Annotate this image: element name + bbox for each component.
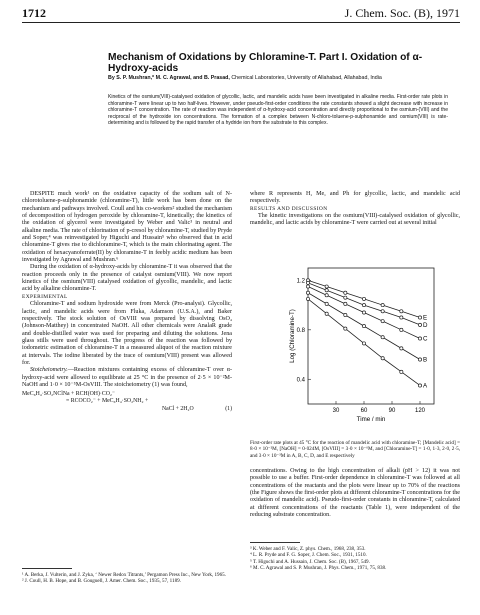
- equation-1: [22, 391, 232, 413]
- data-point-D: [344, 296, 347, 299]
- equation-number: (1): [225, 405, 232, 412]
- data-point-C: [306, 285, 309, 288]
- data-point-E: [400, 310, 403, 313]
- intro-paragraph-2: During the oxidation of α-hydroxy-acids by chloramine-T it was observed that the reaction proceeds only in the presence of catalyst osmium(VIII). We now report kinetics of the osmium(VIII) catalysed oxidation of glycollic, mandelic, and lactic acid by alkaline chloramine-T.: [22, 264, 232, 293]
- first-order-rate-plot: [282, 260, 442, 438]
- x-tick-label: 30: [332, 408, 340, 414]
- figure-caption: First-order rate plots at 45 °C for the reaction of mandelic acid with chloramine-T; [Mandelic acid] = 8·0 × 10⁻²M, [NaOH] = 0·024M, [OsVIII] = 3·0 × 10⁻⁶M, and [Chloramine-T] = 1·0, 1·3, 2·0, 2·5, and 3·0 × 10⁻³M in A, B, C, D, and E respectively: [250, 440, 460, 459]
- author-names: By S. P. Mushran,* M. C. Agrawal, and B. Prasad,: [108, 75, 230, 81]
- page-number: 1712: [22, 6, 46, 20]
- data-point-E: [381, 303, 384, 306]
- data-point-A: [306, 297, 309, 300]
- footnote-4: ⁴ L. R. Pryde and F. G. Soper, J. Chem. Soc., 1931, 1510.: [250, 552, 367, 559]
- data-point-E: [344, 291, 347, 294]
- data-point-B: [325, 302, 328, 305]
- left-footnotes: [22, 572, 232, 585]
- right-column-top: [250, 191, 460, 228]
- results-continuation: concentrations. Owing to the high concentration of alkali (pH > 12) it was not possible to use a buffer. First-order dependence in chloramine-T was followed at all concentrations of the reactants and the plots were linear up to 70% of the reactions (the Figure shows the first-order plots at different chloramine-T concentrations for the oxidation of mandelic acid). Pseudo-first-order constants in chloramine-T, calculated at different concentrations of the reactants (Table 1), were independent of the reducing substrate concentration.: [250, 468, 460, 519]
- series-label-D: D: [423, 321, 428, 329]
- data-point-C: [418, 337, 421, 340]
- y-axis-label: Log (Chloramine-T): [289, 309, 296, 363]
- data-point-D: [362, 303, 365, 306]
- x-axis-label: Time / min: [356, 416, 386, 423]
- stoicheiometry-paragraph: [22, 367, 232, 389]
- footnote-5: ⁵ T. Higuchi and A. Hussain, J. Chem. Soc. (B), 1967, 549.: [250, 558, 370, 565]
- data-point-D: [325, 289, 328, 292]
- data-point-E: [418, 316, 421, 319]
- results-paragraph: The kinetic investigations on the osmium(VIII)-catalysed oxidation of glycollic, mandelic, and lactic acids by chloramine-T were carried out at several initial: [250, 213, 460, 227]
- data-point-C: [381, 320, 384, 323]
- data-point-B: [344, 313, 347, 316]
- footnote-6: ⁶ M. C. Agrawal and S. P. Mushran, J. Phys. Chem., 1971, 75, 838.: [250, 564, 387, 571]
- data-point-B: [306, 291, 309, 294]
- footnote-1: ¹ A. Berka, J. Vulterin, and J. Zyka, ‘ Newer Redox Titrants,’ Pergamon Press Inc., New York, 1965.: [22, 572, 226, 578]
- right-footnotes: [250, 546, 460, 571]
- data-point-A: [325, 312, 328, 315]
- experimental-paragraph: Chloramine-T and sodium hydroxide were from Merck (Pro-analysi). Glycollic, lactic, and mandelic acids were from Fluka, Adamson (U.S.A.), and Baker respectively. The stock solution of OsVIII was prepared by dissolving OsO₄ (Johnson-Matthey) in concentrated NaOH. All other chemicals were AnalaR grade and double-distilled water was used for preparing and diluting the solutions. Jena glass stills were used throughout. The progress of the reaction was followed by iodometric estimation of chloramine-T in a measured aliquot of the reaction mixture at intervals. The iodine liberated by the trace of osmium(VIII) present was allowed for.: [22, 301, 232, 366]
- header-rule: [22, 22, 460, 23]
- left-footnote-rule: [22, 568, 72, 569]
- data-point-A: [400, 370, 403, 373]
- series-label-A: A: [423, 382, 428, 390]
- data-point-B: [400, 347, 403, 350]
- data-point-C: [325, 294, 328, 297]
- y-tick-label: 0.8: [296, 327, 305, 334]
- x-tick-label: 120: [414, 408, 426, 414]
- x-tick-label: 90: [388, 408, 396, 414]
- equation-line-3-text: NaCl + 2H₂O: [162, 405, 194, 412]
- r-definition-text: where R represents H, Me, and Ph for glycollic, lactic, and mandelic acid respectively.: [250, 191, 460, 205]
- series-label-C: C: [423, 335, 428, 343]
- data-point-D: [418, 323, 421, 326]
- equation-line-3: [22, 406, 232, 413]
- data-point-C: [344, 302, 347, 305]
- data-point-D: [400, 316, 403, 319]
- data-point-A: [381, 357, 384, 360]
- equation-line-1: MeC₆H₄·SO₂NClNa + RCH(OH)·CO₂⁻: [22, 391, 115, 398]
- footnote-3: ³ K. Weber and F. Valic, Z. phys. Chem., 1968, 238, 353.: [250, 546, 366, 552]
- series-label-B: B: [423, 356, 428, 364]
- right-footnote-rule: [250, 542, 300, 543]
- data-point-B: [381, 336, 384, 339]
- series-label-E: E: [423, 314, 428, 322]
- author-affiliation: Chemical Laboratories, University of Allahabad, Allahabad, India: [231, 75, 382, 81]
- stoicheiometry-text: —Reaction mixtures containing excess of chloramine-T over α-hydroxy-acid were allowed to equilibrate at 25 °C in the presence of 2·5 × 10⁻²M-NaOH and 1·0 × 10⁻⁵M-OsVIII. The stoicheiometry (1) was found,: [22, 367, 232, 388]
- data-point-E: [325, 285, 328, 288]
- intro-paragraph-1: DESPITE much work¹ on the oxidative capacity of the sodium salt of N-chlorotoluene-p-sulphonamide (chloramine-T), little work has been done on the mechanism and pathways involved. Coull and his co-workers² studied the mechanism of decomposition of hydrogen peroxide by chloramine-T, kinetically; the kinetics of the oxidation of glycerol were investigated by Weber and Valic³ in neutral and alkaline media. The rate of chlorination of p-cresol by chloramine-T, studied by Pryde and Soper,⁴ was reinvestigated by Higuchi and Hussain⁵ who observed that in acid chloramine-T gives rise to dichloramine-T, which is the main chlorinating agent. The oxidation of hexacyanoferrate(II) by chloramine-T in feebly acidic medium has been investigated by Agrawal and Mushran.⁶: [22, 191, 232, 264]
- data-point-B: [362, 325, 365, 328]
- section-heading-experimental: EXPERIMENTAL: [22, 293, 68, 300]
- stoicheiometry-label: Stoicheiometry.: [30, 367, 68, 374]
- data-point-D: [306, 281, 309, 284]
- section-heading-results: RESULTS AND DISCUSSION: [250, 205, 328, 212]
- data-point-C: [362, 311, 365, 314]
- abstract: Kinetics of the osmium(VIII)-catalysed oxidation of glycollic, lactic, and mandelic acids have been investigated in alkaline media. First-order rate plots in chloramine-T were linear up to two half-lives. However, under pseudo-first-order conditions the rate constants showed a slight decrease with increase in chloramine-T concentration. The rate of reaction was independent of α-hydroxy-acid concentration and directly proportional to the osmium-(VIII) and the reciprocal of the hydroxide ion concentrations. The formation of a complex between N-chloro-toluene-p-sulphonamide and osmium(VIII) is rate-determining and is followed by the rapid transfer of a hydride ion from the substrate to this complex.: [108, 94, 448, 126]
- left-column: [22, 191, 232, 413]
- journal-name: J. Chem. Soc. (B), 1971: [344, 6, 460, 20]
- article-title: Mechanism of Oxidations by Chloramine-T. Part I. Oxidation of α-Hydroxy-acids: [108, 52, 423, 74]
- y-tick-label: 0.4: [296, 377, 305, 384]
- data-point-D: [381, 310, 384, 313]
- x-tick-label: 60: [360, 408, 368, 414]
- data-point-A: [362, 342, 365, 345]
- right-column-bottom: [250, 468, 460, 519]
- data-point-A: [418, 384, 421, 387]
- data-point-A: [344, 327, 347, 330]
- data-point-C: [400, 328, 403, 331]
- footnote-2: ² J. Coull, H. B. Hope, and B. Gouguell, J. Amer. Chem. Soc., 1935, 57, 1189.: [22, 578, 181, 585]
- data-point-E: [362, 297, 365, 300]
- author-line: [108, 75, 448, 82]
- data-point-B: [418, 358, 421, 361]
- y-tick-label: 1.2: [296, 278, 305, 285]
- equation-line-2: = RCOCO₂⁻ + MeC₆H₄·SO₂NH₂ +: [66, 398, 149, 405]
